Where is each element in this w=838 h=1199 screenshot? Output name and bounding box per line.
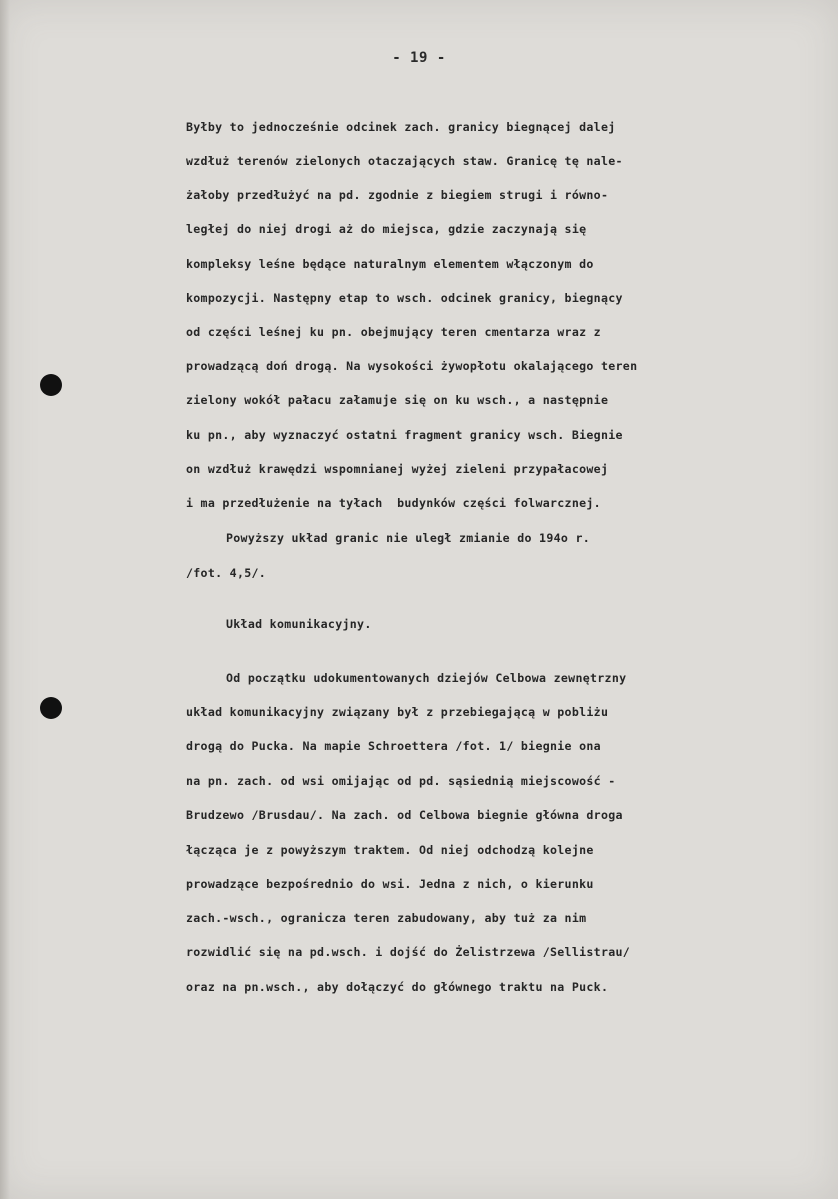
paragraph-line: rozwidlić się na pd.wsch. i dojść do Żelistrzewa /Sellistrau/: [186, 945, 631, 959]
paragraph-line: układ komunikacyjny związany był z przebiegającą w pobliżu: [186, 705, 609, 719]
paragraph-line: Od początku udokumentowanych dziejów Celbowa zewnętrzny: [226, 671, 627, 685]
punch-hole-bottom: [40, 697, 62, 719]
paragraph-line: i ma przedłużenie na tyłach budynków części folwarcznej.: [186, 496, 601, 510]
page-number: - 19 -: [392, 50, 446, 66]
paragraph-line: drogą do Pucka. Na mapie Schroettera /fot. 1/ biegnie ona: [186, 739, 601, 753]
paragraph-line: żałoby przedłużyć na pd. zgodnie z biegiem strugi i równo-: [186, 188, 609, 202]
page-edge-shadow: [0, 0, 10, 1199]
paragraph-line: Byłby to jednocześnie odcinek zach. granicy biegnącej dalej: [186, 120, 616, 134]
paragraph-line: łącząca je z powyższym traktem. Od niej odchodzą kolejne: [186, 843, 594, 857]
paragraph-line: od części leśnej ku pn. obejmujący teren cmentarza wraz z: [186, 325, 601, 339]
paragraph-line: kompozycji. Następny etap to wsch. odcinek granicy, biegnący: [186, 291, 623, 305]
paragraph-line: prowadzące bezpośrednio do wsi. Jedna z nich, o kierunku: [186, 877, 594, 891]
paragraph-line: na pn. zach. od wsi omijając od pd. sąsiednią miejscowość -: [186, 774, 616, 788]
section-heading: Układ komunikacyjny.: [226, 617, 372, 631]
paragraph-line: kompleksy leśne będące naturalnym elementem włączonym do: [186, 257, 594, 271]
paragraph-line: Powyższy układ granic nie uległ zmianie do 194o r.: [226, 531, 591, 545]
paragraph-line: ku pn., aby wyznaczyć ostatni fragment granicy wsch. Biegnie: [186, 428, 623, 442]
paragraph-line: wzdłuż terenów zielonych otaczających staw. Granicę tę nale-: [186, 154, 623, 168]
paragraph-line: oraz na pn.wsch., aby dołączyć do głównego traktu na Puck.: [186, 980, 609, 994]
paragraph-line: /fot. 4,5/.: [186, 566, 267, 580]
punch-hole-top: [40, 374, 62, 396]
paragraph-line: ległej do niej drogi aż do miejsca, gdzie zaczynają się: [186, 222, 587, 236]
paragraph-line: prowadzącą doń drogą. Na wysokości żywopłotu okalającego teren: [186, 359, 638, 373]
paragraph-line: on wzdłuż krawędzi wspomnianej wyżej zieleni przypałacowej: [186, 462, 609, 476]
paragraph-line: zielony wokół pałacu załamuje się on ku wsch., a następnie: [186, 393, 609, 407]
paragraph-line: Brudzewo /Brusdau/. Na zach. od Celbowa biegnie główna droga: [186, 808, 623, 822]
paragraph-line: zach.-wsch., ogranicza teren zabudowany, aby tuż za nim: [186, 911, 587, 925]
